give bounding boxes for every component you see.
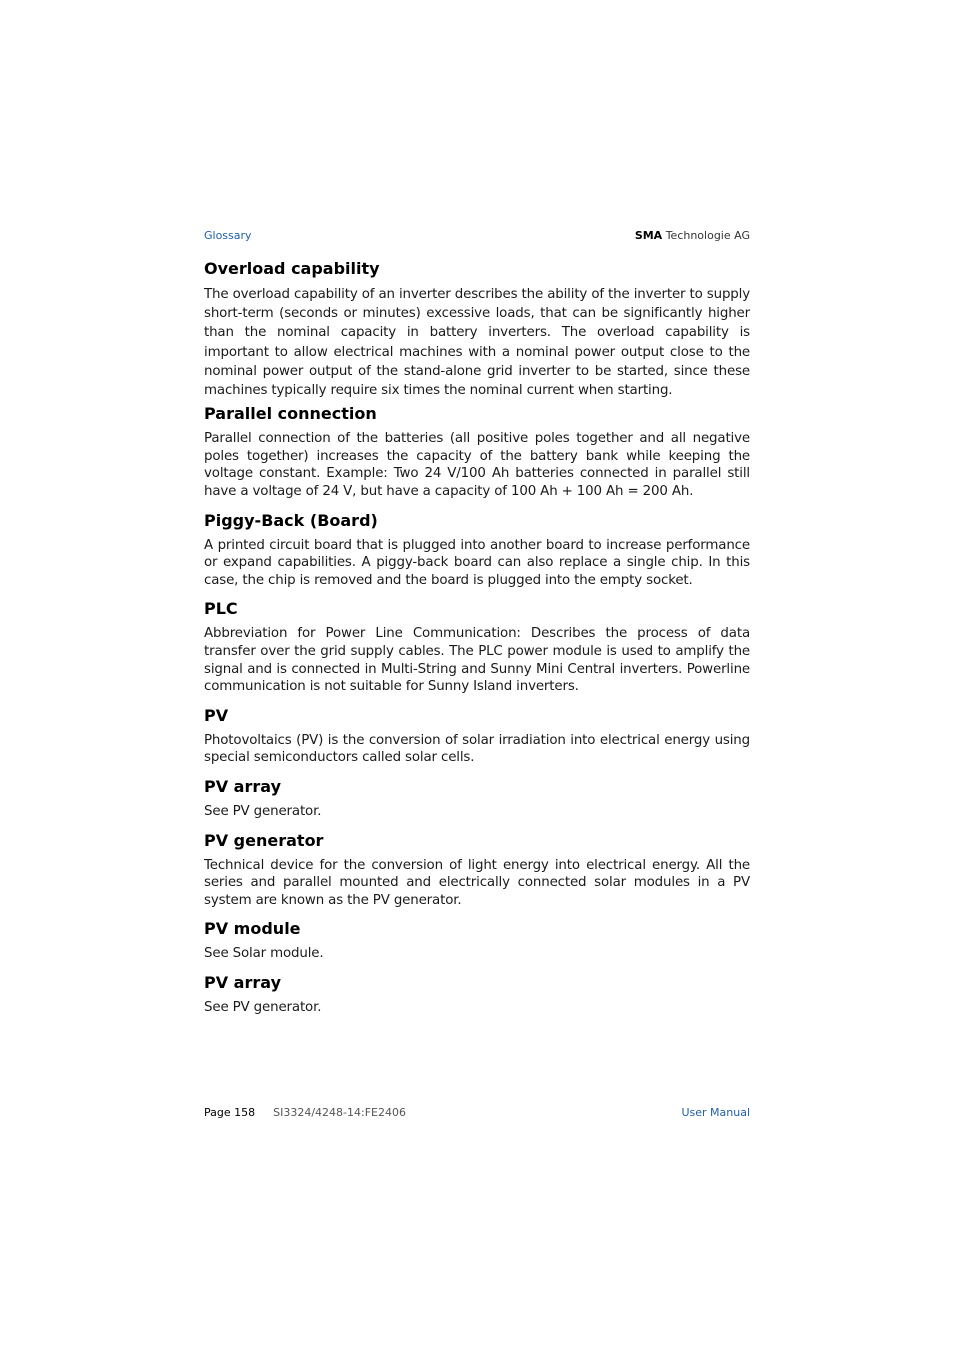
document-page	[204, 0, 750, 1351]
glossary-entry	[204, 831, 750, 910]
entry-title: PV module	[204, 919, 301, 939]
glossary-entry	[204, 706, 750, 767]
glossary-entry	[204, 259, 750, 400]
entry-title: PV	[204, 705, 229, 725]
entry-title: Piggy-Back (Board)	[204, 510, 378, 530]
entry-text: Parallel connection of the batteries (all positive poles together and all negative poles together) increases the capacity of the battery bank while keeping the voltage constant. Example: Two 24 V/100 Ah batteries connected in parallel still have a voltage of 24 V, but have a capacity of 100 Ah + 100 Ah = 200 Ah.	[204, 431, 750, 499]
entry-title: PV array	[204, 972, 281, 992]
entry-text: A printed circuit board that is plugged into another board to increase performance or expand capabilities. A piggy-back board can also replace a single chip. In this case, the chip is removed and the board is plugged into the empty socket.	[204, 537, 750, 588]
entry-text: Technical device for the conversion of light energy into electrical energy. All the series and parallel mounted and electrically connected solar modules in a PV system are known as the PV generator.	[204, 857, 750, 908]
header-company-rest: Technologie AG	[665, 229, 750, 242]
glossary-entry	[204, 919, 750, 963]
entry-title: Parallel connection	[204, 404, 377, 424]
header-company	[635, 229, 750, 242]
page-header	[204, 229, 750, 242]
entry-title: PV generator	[204, 830, 324, 850]
entry-text: See PV generator.	[204, 803, 322, 819]
entry-text: See PV generator.	[204, 999, 322, 1015]
entry-title: PV array	[204, 776, 281, 796]
entry-text: The overload capability of an inverter describes the ability of the inverter to supply short-term (seconds or minutes) excessive loads, that can be significantly higher than the nominal capacity in battery inverters. The overload capability is important to allow electrical machines with a nominal power output close to the nominal power output of the stand-alone grid inverter to be started, since these machines typically require six times the nominal current when starting.	[204, 287, 750, 399]
document-id: SI3324/4248-14:FE2406	[273, 1106, 406, 1119]
glossary-content	[204, 259, 750, 1027]
entry-title: PLC	[204, 599, 238, 619]
page-footer	[204, 1106, 750, 1119]
glossary-entry	[204, 404, 750, 500]
entry-text: Abbreviation for Power Line Communication: Describes the process of data transfer over the grid supply cables. The PLC power module is used to amplify the signal and is connected in Multi-String and Sunny Mini Central inverters. Powerline communication is not suitable for Sunny Island inverters.	[204, 626, 750, 695]
entry-text: See Solar module.	[204, 946, 324, 962]
glossary-entry	[204, 599, 750, 695]
header-section: Glossary	[204, 229, 252, 242]
glossary-entry	[204, 777, 750, 821]
glossary-entry	[204, 973, 750, 1017]
manual-label: User Manual	[681, 1106, 750, 1119]
entry-text: Photovoltaics (PV) is the conversion of solar irradiation into electrical energy using special semiconductors called solar cells.	[204, 732, 750, 766]
glossary-entry	[204, 511, 750, 590]
entry-title: Overload capability	[204, 259, 380, 278]
header-company-bold: SMA	[634, 229, 663, 242]
page-number: Page 158	[204, 1106, 256, 1119]
